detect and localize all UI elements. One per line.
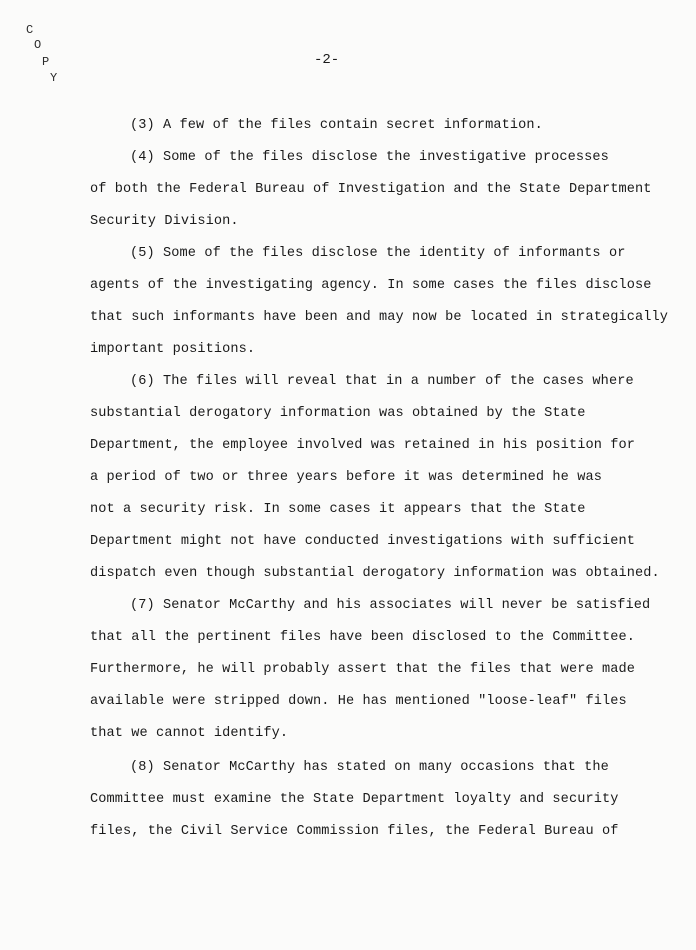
paragraph-line: (7) Senator McCarthy and his associates will never be satisfied — [130, 598, 651, 613]
paragraph-line: Furthermore, he will probably assert that the files that were made — [90, 662, 635, 677]
paragraph-line: (4) Some of the files disclose the investigative processes — [130, 150, 609, 165]
paragraph-line: (8) Senator McCarthy has stated on many occasions that the — [130, 760, 609, 775]
copy-stamp-letter-o: O — [34, 38, 42, 52]
paragraph-item-4 — [90, 142, 670, 238]
paragraph-line: Department might not have conducted investigations with sufficient — [90, 534, 635, 549]
paragraph-line: a period of two or three years before it was determined he was — [90, 470, 602, 485]
copy-stamp-letter-p: P — [42, 55, 50, 69]
paragraph-line: of both the Federal Bureau of Investigation and the State Department — [90, 182, 652, 197]
paragraph-line: important positions. — [90, 342, 256, 357]
paragraph-item-7 — [90, 590, 670, 750]
paragraph-line: that all the pertinent files have been disclosed to the Committee. — [90, 630, 635, 645]
paragraph-line: available were stripped down. He has mentioned "loose-leaf" files — [90, 694, 627, 709]
paragraph-item-6 — [90, 366, 670, 590]
paragraph-line: Security Division. — [90, 214, 239, 229]
paragraph-line: files, the Civil Service Commission files, the Federal Bureau of — [90, 824, 619, 839]
page-number: -2- — [314, 52, 340, 68]
paragraph-line: that we cannot identify. — [90, 726, 289, 741]
paragraph-line: that such informants have been and may now be located in strategically — [90, 310, 669, 325]
paragraph-line: Department, the employee involved was retained in his position for — [90, 438, 635, 453]
paragraph-line: substantial derogatory information was obtained by the State — [90, 406, 586, 421]
copy-stamp-letter-c: C — [26, 23, 34, 37]
paragraph-line: agents of the investigating agency. In some cases the files disclose — [90, 278, 652, 293]
paragraph-item-8 — [90, 752, 670, 848]
paragraph-line: dispatch even though substantial derogatory information was obtained. — [90, 566, 660, 581]
paragraph-line: (6) The files will reveal that in a number of the cases where — [130, 374, 634, 389]
paragraph-line: not a security risk. In some cases it appears that the State — [90, 502, 586, 517]
paragraph-line: (5) Some of the files disclose the identity of informants or — [130, 246, 626, 261]
paragraph-line: (3) A few of the files contain secret information. — [130, 118, 543, 133]
copy-stamp-letter-y: Y — [50, 71, 58, 85]
paragraph-item-3 — [90, 110, 670, 142]
paragraph-item-5 — [90, 238, 670, 366]
paragraph-line: Committee must examine the State Department loyalty and security — [90, 792, 619, 807]
